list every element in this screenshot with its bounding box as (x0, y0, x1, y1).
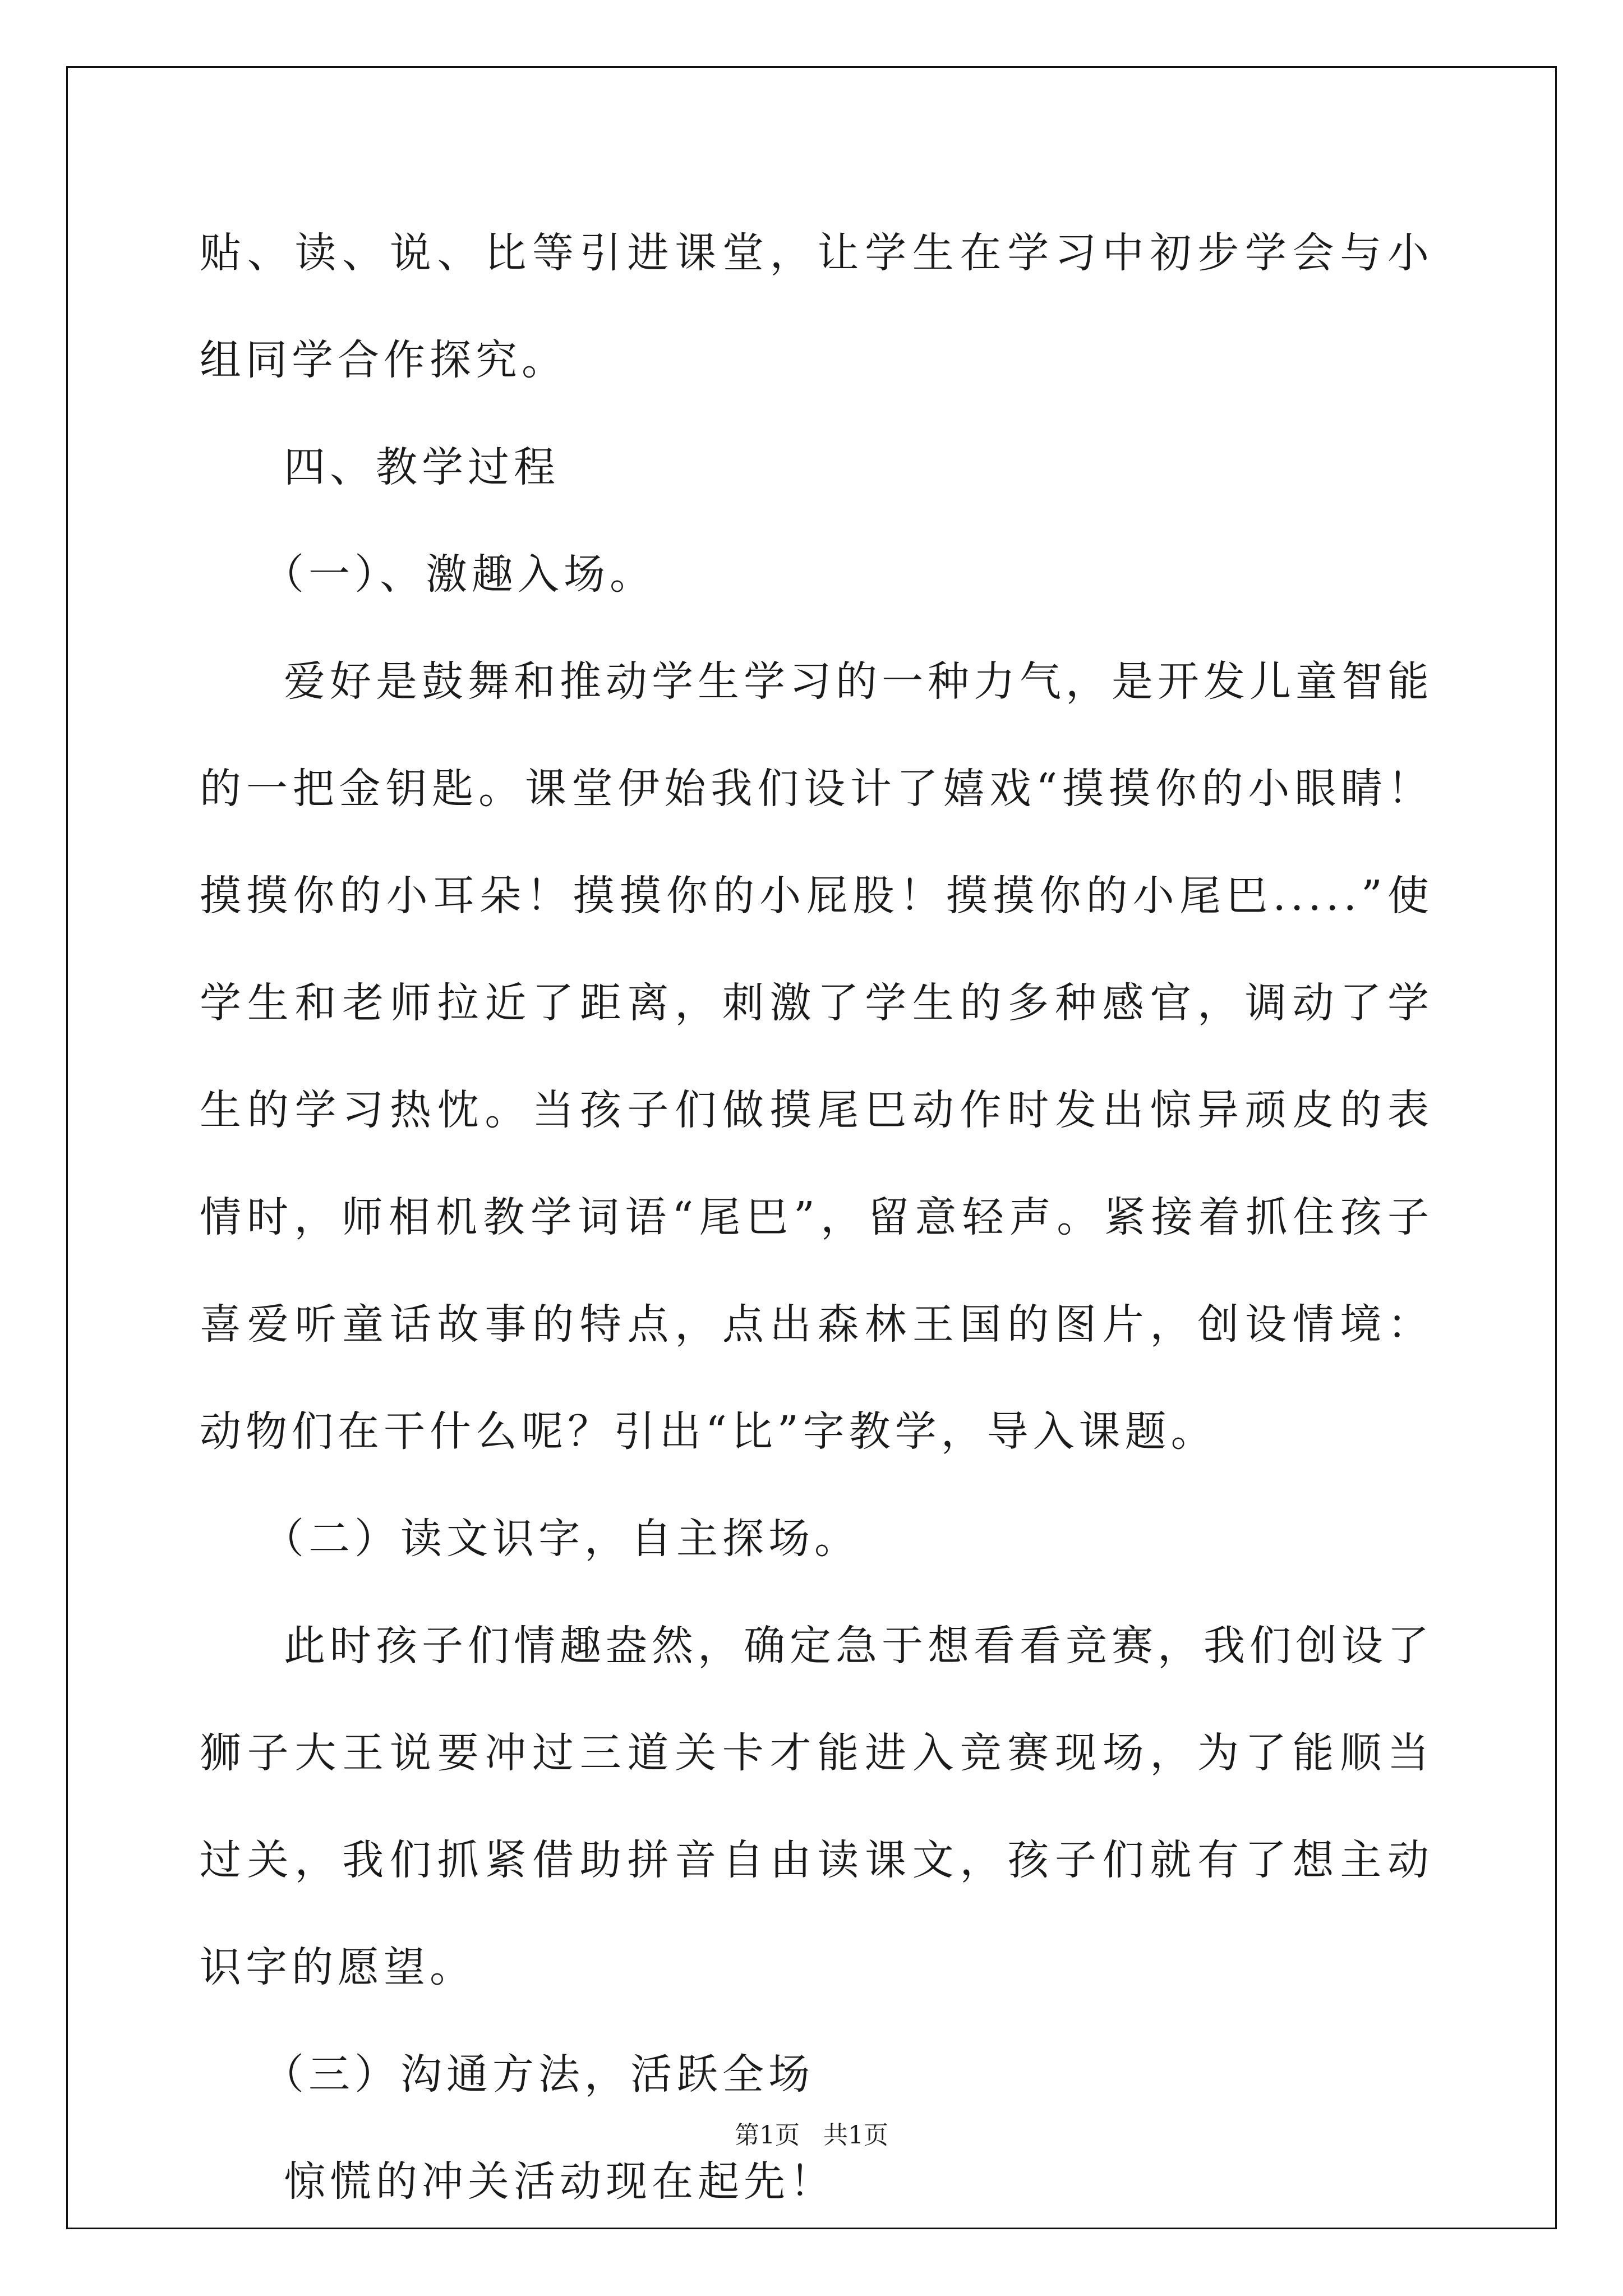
document-body (200, 200, 1433, 2235)
section-heading: 四、教学过程 (284, 443, 560, 491)
page-footer (0, 2115, 1623, 2151)
sub-heading-2: （二）读文识字，自主探场。 (262, 1515, 860, 1563)
paragraph-1: 爱好是鼓舞和推动学生学习的一种力气，是开发儿童智能的一把金钥匙。课堂伊始我们设计了嬉戏“摸摸你的小眼睛！摸摸你的小耳朵！摸摸你的小屁股！摸摸你的小尾巴.....”使学生和老师拉近了距离，刺激了学生的多种感官，调动了学生的学习热忱。当孩子们做摸尾巴动作时发出惊异顽皮的表情时，师相机教学词语“尾巴”，留意轻声。紧接着抓住孩子喜爱听童话故事的特点，点出森林王国的图片，创设情境：动物们在干什么呢？引出“比”字教学，导入课题。 (200, 657, 1433, 1456)
sub-heading-3: （三）沟通方法，活跃全场 (262, 2050, 814, 2099)
paragraph-continuation: 贴、读、说、比等引进课堂，让学生在学习中初步学会与小组同学合作探究。 (200, 229, 1433, 384)
paragraph-3: 惊慌的冲关活动现在起先！ (284, 2157, 836, 2206)
page-number: 第1页 (735, 2121, 800, 2150)
paragraph-2: 此时孩子们情趣盎然，确定急于想看看竞赛，我们创设了狮子大王说要冲过三道关卡才能进入竞赛现场，为了能顺当过关，我们抓紧借助拼音自由读课文，孩子们就有了想主动识字的愿望。 (200, 1622, 1433, 1991)
page-total: 共1页 (823, 2121, 888, 2150)
sub-heading-1: （一）、激趣入场。 (262, 550, 656, 599)
